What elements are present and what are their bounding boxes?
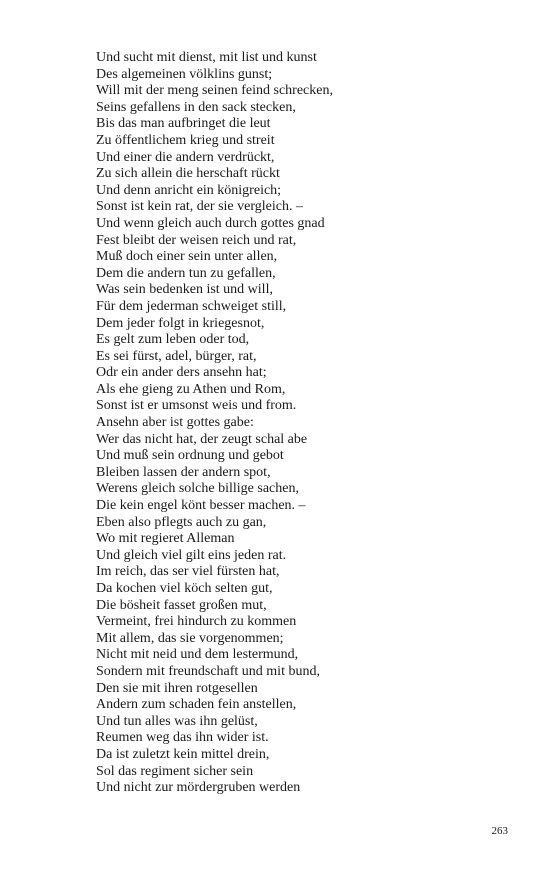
verse-line: Es sei fürst, adel, bürger, rat, (96, 348, 257, 364)
verse-line: Als ehe gieng zu Athen und Rom, (96, 381, 286, 397)
verse-line: Vermeint, frei hindurch zu kommen (96, 614, 297, 630)
verse-line: Eben also pflegts auch zu gan, (96, 514, 267, 530)
verse-line: Die kein engel könt besser machen. – (96, 498, 306, 514)
verse-line: Wo mit regieret Alleman (96, 531, 235, 547)
verse-line: Und tun alles was ihn gelüst, (96, 713, 258, 729)
verse-line: Ansehn aber ist gottes gabe: (96, 415, 254, 431)
verse-line: Zu sich allein die herschaft rückt (96, 166, 280, 182)
verse-line: Seins gefallens in den sack stecken, (96, 99, 296, 115)
page-number: 263 (491, 825, 508, 837)
verse-line: Will mit der meng seinen feind schrecken, (96, 83, 333, 99)
verse-line: Dem die andern tun zu gefallen, (96, 265, 276, 281)
verse-line: Reumen weg das ihn wider ist. (96, 730, 269, 746)
verse-line: Und denn anricht ein königreich; (96, 182, 282, 198)
verse-line: Sonst ist kein rat, der sie vergleich. – (96, 199, 303, 215)
verse-line: Des algemeinen völklins gunst; (96, 66, 273, 82)
verse-line: Da ist zuletzt kein mittel drein, (96, 746, 270, 762)
verse-text-block (96, 50, 516, 797)
verse-line: Odr ein ander ders ansehn hat; (96, 365, 267, 381)
verse-line: Und nicht zur mördergruben werden (96, 780, 301, 796)
verse-line: Dem jeder folgt in kriegesnot, (96, 315, 265, 331)
verse-line: Den sie mit ihren rotgesellen (96, 680, 258, 696)
verse-line: Wer das nicht hat, der zeugt schal abe (96, 431, 308, 447)
verse-line: Und wenn gleich auch durch gottes gnad (96, 215, 325, 231)
verse-line: Sondern mit freundschaft und mit bund, (96, 663, 320, 679)
verse-line: Andern zum schaden fein anstellen, (96, 697, 297, 713)
verse-line: Im reich, das ser viel fürsten hat, (96, 564, 280, 580)
verse-line: Und muß sein ordnung und gebot (96, 448, 284, 464)
verse-line: Bleiben lassen der andern spot, (96, 464, 271, 480)
verse-line: Für dem jederman schweiget still, (96, 298, 287, 314)
verse-line: Fest bleibt der weisen reich und rat, (96, 232, 297, 248)
verse-line: Die bösheit fasset großen mut, (96, 597, 267, 613)
verse-line: Muß doch einer sein unter allen, (96, 249, 278, 265)
verse-line: Und einer die andern verdrückt, (96, 149, 275, 165)
verse-line: Was sein bedenken ist und will, (96, 282, 273, 298)
verse-line: Nicht mit neid und dem lestermund, (96, 647, 299, 663)
verse-line: Zu öffentlichem krieg und streit (96, 132, 275, 148)
verse-line: Und gleich viel gilt eins jeden rat. (96, 547, 287, 563)
verse-line: Bis das man aufbringet die leut (96, 116, 271, 132)
verse-line: Da kochen viel köch selten gut, (96, 581, 273, 596)
verse-line: Sol das regiment sicher sein (96, 763, 254, 779)
verse-line: Sonst ist er umsonst weis und from. (96, 398, 297, 414)
verse-line: Mit allem, das sie vorgenommen; (96, 630, 284, 646)
verse-line: Es gelt zum leben oder tod, (96, 332, 250, 348)
verse-line: Werens gleich solche billige sachen, (96, 481, 299, 497)
verse-line: Und sucht mit dienst, mit list und kunst (96, 50, 317, 65)
